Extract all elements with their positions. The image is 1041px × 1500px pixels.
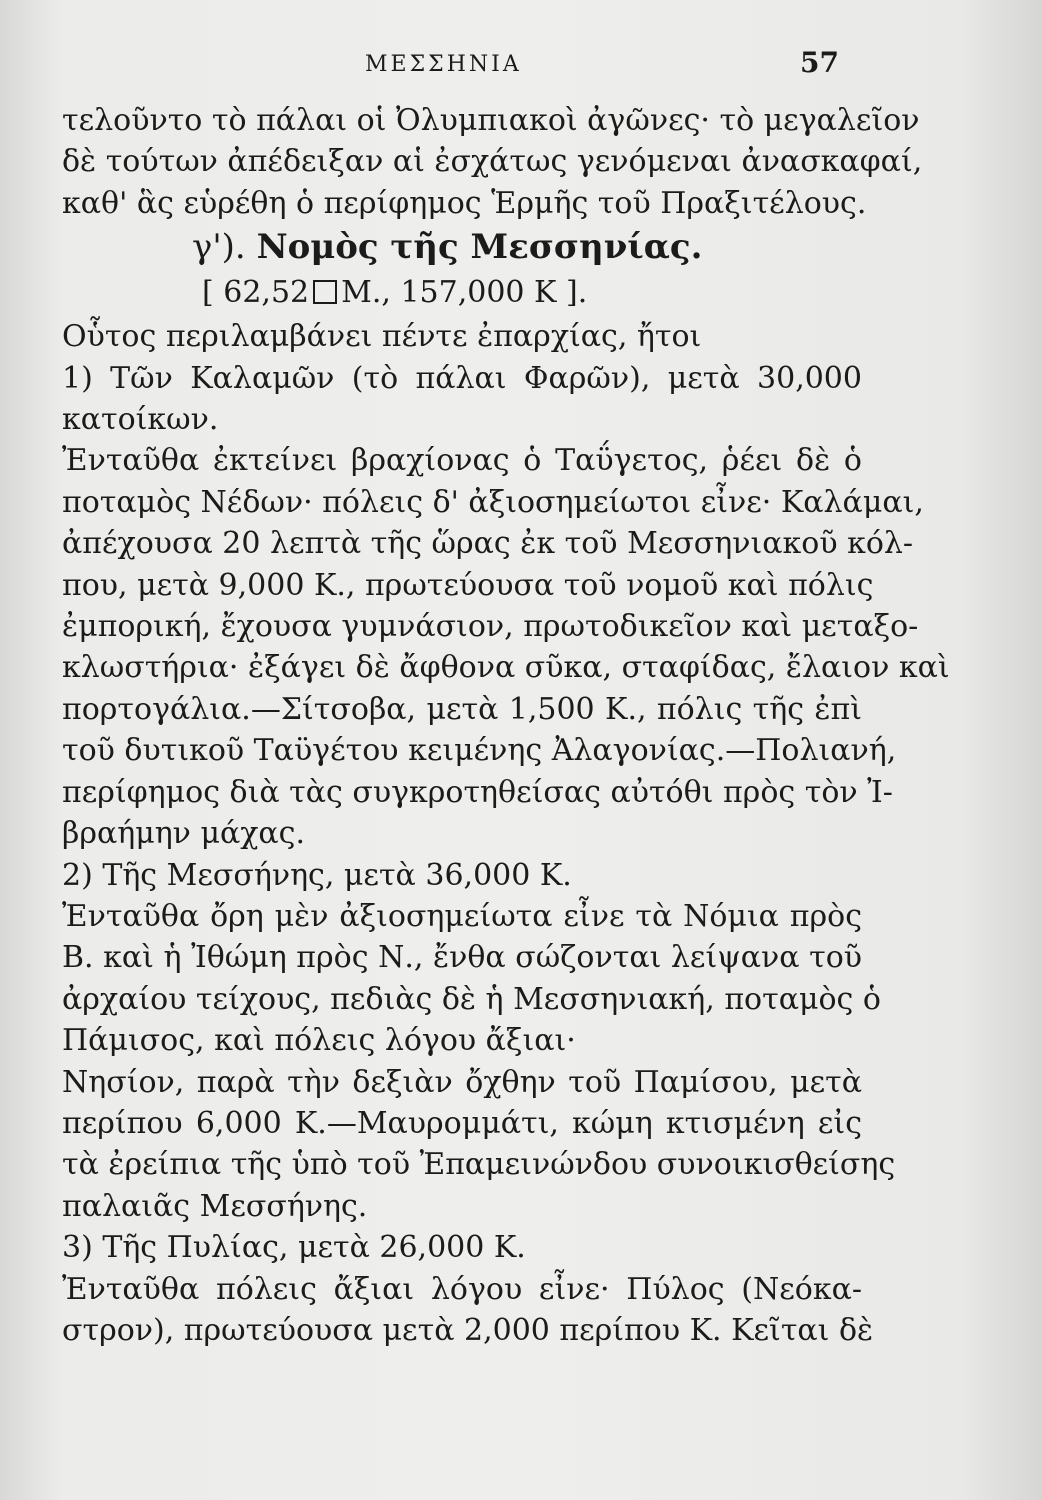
text-line: Οὗτος περιλαμβάνει πέντε ἐπαρχίας, ἤτοι bbox=[62, 319, 702, 355]
area-value: [ 62,52 bbox=[202, 275, 310, 311]
text-line: που, μετὰ 9,000 Κ., πρωτεύουσα τοῦ νομοῦ καὶ πόλις bbox=[62, 567, 874, 603]
text-line: 1) Τῶν Καλαμῶν (τὸ πάλαι Φαρῶν), μετὰ 30,000 bbox=[62, 360, 862, 396]
text-line: ἀρχαίου τείχους, πεδιὰς δὲ ἡ Μεσσηνιακή, ποταμὸς ὁ bbox=[62, 981, 881, 1017]
text-line: ἀπέχουσα 20 λεπτὰ τῆς ὥρας ἐκ τοῦ Μεσσηνιακοῦ κόλ- bbox=[62, 526, 914, 562]
text-line: τοῦ δυτικοῦ Ταϋγέτου κειμένης Ἀλαγονίας.—Πολιανή, bbox=[62, 733, 897, 769]
text-line: κατοίκων. bbox=[62, 402, 219, 438]
text-line: ἐμπορική, ἔχουσα γυμνάσιον, πρωτοδικεῖον καὶ μεταξο- bbox=[62, 609, 919, 645]
text-line: κλωστήρια· ἐξάγει δὲ ἄφθονα σῦκα, σταφίδας, ἔλαιον καὶ bbox=[62, 650, 950, 686]
text-line: στρον), πρωτεύουσα μετὰ 2,000 περίπου Κ. Κεῖται δὲ bbox=[62, 1312, 874, 1348]
text-line: περίπου 6,000 Κ.—Μαυρομμάτι, κώμη κτισμένη εἰς bbox=[62, 1105, 862, 1141]
text-line: βραήμην μάχας. bbox=[62, 816, 305, 852]
section-title: Νομὸς τῆς Μεσσηνίας. bbox=[256, 227, 703, 268]
text-line: περίφημος διὰ τὰς συγκροτηθείσας αὐτόθι πρὸς τὸν Ἰ- bbox=[62, 774, 893, 810]
square-symbol-icon bbox=[313, 280, 337, 304]
running-head: ΜΕΣΣΗΝΙΑ bbox=[365, 52, 522, 77]
text-line: 2) Τῆς Μεσσήνης, μετὰ 36,000 Κ. bbox=[62, 857, 572, 893]
page-number: 57 bbox=[800, 46, 839, 79]
section-heading bbox=[192, 224, 872, 270]
area-figure bbox=[202, 270, 872, 316]
text-line: Ἐνταῦθα ἐκτείνει βραχίονας ὁ Ταΰγετος, ῥέει δὲ ὁ bbox=[62, 443, 862, 479]
text-line: Ἐνταῦθα ὄρη μὲν ἀξιοσημείωτα εἶνε τὰ Νόμια πρὸς bbox=[62, 898, 862, 934]
text-line: καθ' ἃς εὑρέθη ὁ περίφημος Ἑρμῆς τοῦ Πραξιτέλους. bbox=[62, 185, 867, 221]
text-line: τελοῦντο τὸ πάλαι οἱ Ὀλυμπιακοὶ ἀγῶνες· τὸ μεγαλεῖον bbox=[62, 103, 920, 138]
text-line: πορτογάλια.—Σίτσοβα, μετὰ 1,500 Κ., πόλις τῆς ἐπὶ bbox=[62, 691, 862, 727]
text-line: Β. καὶ ἡ Ἰθώμη πρὸς Ν., ἔνθα σώζονται λείψανα τοῦ bbox=[62, 940, 862, 976]
page-header bbox=[0, 48, 1041, 88]
text-line: Πάμισος, καὶ πόλεις λόγου ἄξιαι· bbox=[62, 1023, 576, 1059]
text-line: δὲ τούτων ἀπέδειξαν αἱ ἐσχάτως γενόμεναι ἀνασκαφαί, bbox=[62, 144, 923, 180]
text-line: τὰ ἐρείπια τῆς ὑπὸ τοῦ Ἐπαμεινώνδου συνοικισθείσης bbox=[62, 1147, 896, 1183]
text-line: Νησίον, παρὰ τὴν δεξιὰν ὄχθην τοῦ Παμίσου, μετὰ bbox=[62, 1064, 862, 1100]
page-text bbox=[62, 100, 950, 1351]
area-population: Μ., 157,000 Κ ]. bbox=[341, 275, 588, 311]
section-label: γ'). bbox=[192, 227, 246, 268]
text-line: παλαιᾶς Μεσσήνης. bbox=[62, 1188, 368, 1224]
text-line: Ἐνταῦθα πόλεις ἄξιαι λόγου εἶνε· Πύλος (Νεόκα- bbox=[62, 1271, 862, 1307]
text-line: 3) Τῆς Πυλίας, μετὰ 26,000 Κ. bbox=[62, 1230, 526, 1266]
text-line: ποταμὸς Νέδων· πόλεις δ' ἀξιοσημείωτοι εἶνε· Καλάμαι, bbox=[62, 484, 924, 520]
